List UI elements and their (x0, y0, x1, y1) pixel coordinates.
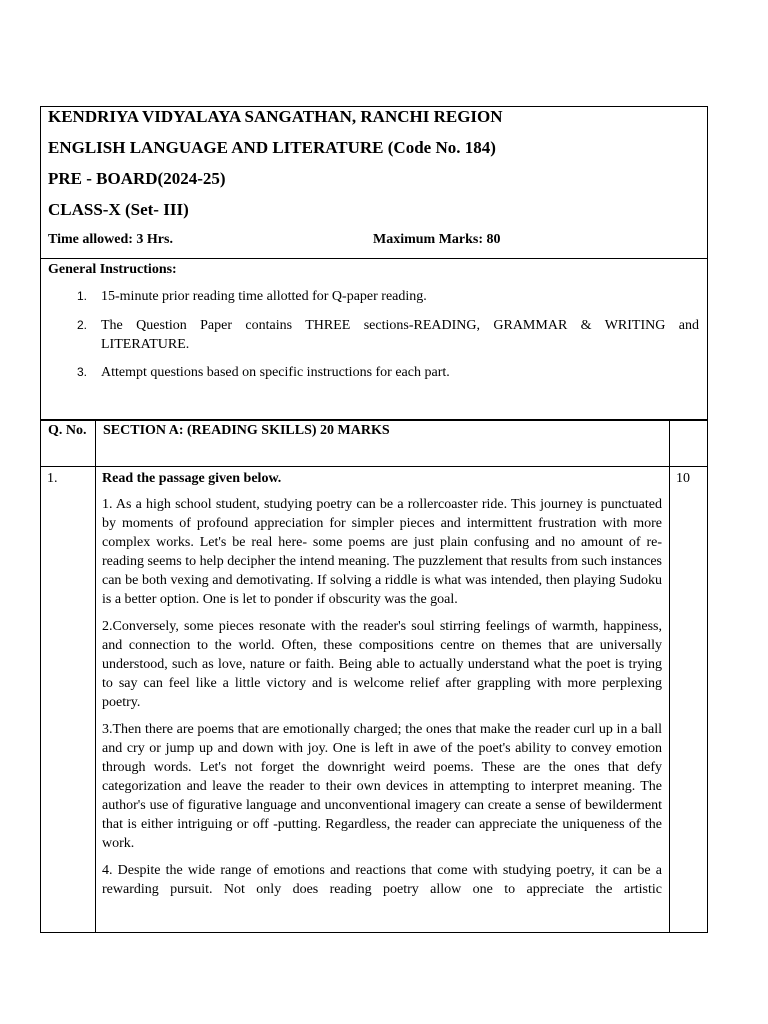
passage-paragraph-4: 4. Despite the wide range of emotions and reactions that come with studying poetry, it can be a rewarding pursuit. Not only does reading poetry allow one to appreciate the artistic (102, 863, 662, 897)
instruction-number: 2. (77, 318, 88, 332)
general-instructions (40, 259, 708, 420)
question-row (41, 467, 708, 933)
instructions-title: General Instructions: (48, 262, 177, 277)
maximum-marks: Maximum Marks: 80 (373, 232, 501, 247)
qno-header-cell (41, 421, 96, 467)
passage-paragraph-2: 2.Conversely, some pieces resonate with the reader's soul stirring feelings of warmth, happiness, and connection to the world. Often, these compositions centre on themes that are universally understood, such as love, nature or faith. Being able to actually understand what the poet is trying to say can feel like a little victory and is welcome relief after grappling with more perplexing poetry. (102, 619, 662, 710)
instruction-number: 1. (77, 289, 88, 303)
marks-cell (670, 467, 708, 933)
passage (96, 467, 669, 899)
instruction-number: 3. (77, 365, 88, 379)
qno-header: Q. No. (48, 423, 87, 438)
instruction-item (77, 316, 699, 354)
section-title: SECTION A: (READING SKILLS) 20 MARKS (103, 423, 390, 438)
instruction-item (77, 287, 699, 306)
question-table (40, 420, 708, 933)
instruction-text: 15-minute prior reading time allotted for Q-paper reading. (101, 289, 427, 304)
passage-paragraph-1: 1. As a high school student, studying poetry can be a rollercoaster ride. This journey is punctuated by moments of profound appreciation for simpler pieces and intermittent frustration with more complex works. Let's be real here- some poems are just plain confusing and no amount of re-reading seems to help decipher the intend meaning. The puzzlement that results from such instances can be both vexing and demotivating. If solving a riddle is what was intended, then playing Sudoku is a better option. One is let to ponder if obscurity was the goal. (102, 497, 662, 607)
question-paper (40, 106, 708, 933)
instruction-text: The Question Paper contains THREE sections-READING, GRAMMAR & WRITING and LITERATURE. (101, 318, 699, 352)
marks-header-cell (670, 421, 708, 467)
organization-title: KENDRIYA VIDYALAYA SANGATHAN, RANCHI REGION (48, 107, 503, 126)
class-set-title: CLASS-X (Set- III) (48, 200, 189, 219)
subject-title: ENGLISH LANGUAGE AND LITERATURE (Code No. 184) (48, 138, 496, 157)
section-title-cell (96, 421, 670, 467)
instruction-item (77, 363, 699, 382)
question-body-cell (96, 467, 670, 933)
paper-header (40, 106, 708, 259)
question-prompt: Read the passage given below. (102, 471, 282, 486)
section-header-row (41, 421, 708, 467)
question-number: 1. (47, 471, 58, 486)
exam-title: PRE - BOARD(2024-25) (48, 169, 226, 188)
passage-paragraph-3: 3.Then there are poems that are emotionally charged; the ones that make the reader curl up in a ball and cry or jump up and down with joy. One is left in awe of the poet's ability to convey emotion through words. Let's not forget the downright weird poems. These are the ones that defy categorization and leave the reader to their own devices in attempting to interpret meaning. The author's use of figurative language and unconventional imagery can create a sense of bewilderment that is either intriguing or off -putting. Regardless, the reader can appreciate the uniqueness of the work. (102, 722, 662, 851)
instruction-text: Attempt questions based on specific instructions for each part. (101, 365, 450, 380)
question-number-cell (41, 467, 96, 933)
question-marks: 10 (676, 471, 690, 486)
time-allowed: Time allowed: 3 Hrs. (48, 232, 173, 247)
